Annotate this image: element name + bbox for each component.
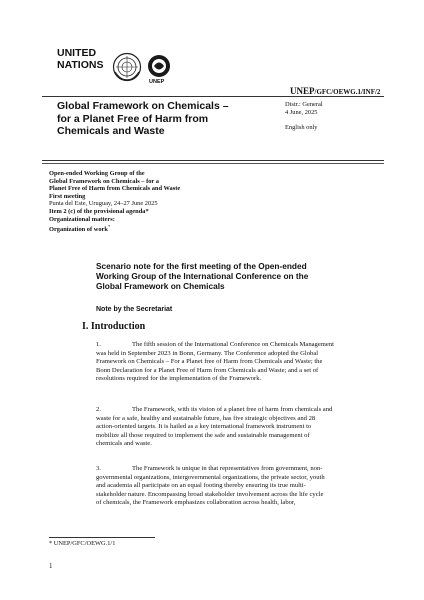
paragraph-number: 2. (96, 406, 101, 413)
paragraph-line: governmental organizations, intergovernmental organizations, the private sector, youth (96, 473, 325, 481)
page-number: 1 (49, 562, 53, 570)
document-symbol-prefix: UNEP (290, 86, 315, 96)
language-note: English only (285, 124, 318, 131)
paragraph-line: mobilize all those required to implement the safe and sustainable management of (96, 431, 310, 439)
paragraph-line: of chemicals, the Framework emphasizes collaboration across health, labor, (96, 499, 296, 507)
paragraph-line: and academia all participate on an equal footing thereby ensuring its true multi- (96, 482, 306, 490)
byline: Note by the Secretariat (96, 306, 173, 313)
meeting-info (49, 170, 249, 234)
meeting-venue: Punta del Este, Uruguay, 24–27 June 2025 (49, 200, 158, 208)
scenario-heading (96, 261, 386, 291)
unep-label: UNEP (149, 79, 165, 85)
footnote: * UNEP/GFC/OEWG.1/1 (49, 540, 116, 547)
paragraph-number: 3. (96, 465, 101, 472)
header-rule (42, 96, 384, 97)
un-org-line2: NATIONS (57, 59, 104, 71)
scenario-line: Global Framework on Chemicals (96, 281, 225, 291)
title-rule (42, 160, 384, 161)
paragraph-line: was held in September 2023 in Bonn, Germany. The Conference adopted the Global (96, 349, 319, 357)
document-date: 4 June, 2025 (285, 108, 318, 116)
meeting-line: Open-ended Working Group of the (49, 170, 145, 177)
un-emblem-icon (112, 52, 142, 82)
paragraph-line: Bonn Declaration for a Planet Free of Harm from Chemicals and Waste; and a set of (96, 366, 319, 374)
distribution-status: Distr.: General (285, 101, 323, 108)
title-line: Chemicals and Waste (57, 125, 165, 137)
scenario-line: Scenario note for the first meeting of the Open-ended (96, 261, 307, 271)
paragraph-1 (96, 341, 386, 384)
document-symbol (290, 86, 380, 96)
paragraph-line: chemicals and waste. (96, 440, 152, 448)
agenda-topic: Organizational matters: (49, 215, 115, 223)
distribution-info (285, 101, 323, 116)
paragraph-line: action-oriented targets. It is hailed as a key international framework instrument to (96, 423, 312, 431)
paragraph-line: stakeholder nature. Encompassing broad stakeholder involvement across the life cycle (96, 490, 324, 498)
agenda-subtopic: Organization of work* (49, 224, 111, 234)
meeting-line: Planet Free of Harm from Chemicals and Waste (49, 185, 181, 193)
paragraph-line: 3. The Framework is unique in that representatives from government, non- (96, 465, 323, 472)
agenda-item: Item 2 (c) of the provisional agenda* (49, 207, 149, 215)
title-line: for a Planet Free of Harm from (57, 112, 209, 125)
footnote-rule (49, 537, 155, 538)
paragraph-line: resolutions required for the implementation of the Framework. (96, 375, 262, 383)
section-heading: I. Introduction (82, 321, 146, 332)
paragraph-3 (96, 465, 386, 508)
scenario-line: Working Group of the International Conference on the (96, 271, 309, 281)
document-symbol-suffix: /GFC/OEWG.1/INF/2 (314, 88, 381, 96)
unep-emblem-icon (146, 54, 172, 78)
paragraph-number: 1. (96, 341, 101, 348)
meeting-line: Global Framework on Chemicals – for a (49, 177, 159, 185)
paragraph-line: 1. The fifth session of the International Conference on Chemicals Management (96, 341, 334, 348)
paragraph-line: waste for a safe, healthy and sustainable future, has five strategic objectives and 28 (96, 414, 316, 422)
title-rule-secondary (42, 163, 384, 164)
paragraph-line: 2. The Framework, with its vision of a planet free of harm from chemicals and (96, 406, 333, 413)
title-line: Global Framework on Chemicals – (57, 100, 229, 112)
un-org-line1: UNITED (57, 47, 97, 59)
un-org-name (57, 47, 103, 71)
meeting-line: First meeting (49, 192, 86, 200)
paragraph-line: Framework on Chemicals – For a Planet free of Harm from Chemicals and Waste; the (96, 358, 323, 366)
document-title (57, 100, 257, 138)
paragraph-2 (96, 406, 386, 449)
